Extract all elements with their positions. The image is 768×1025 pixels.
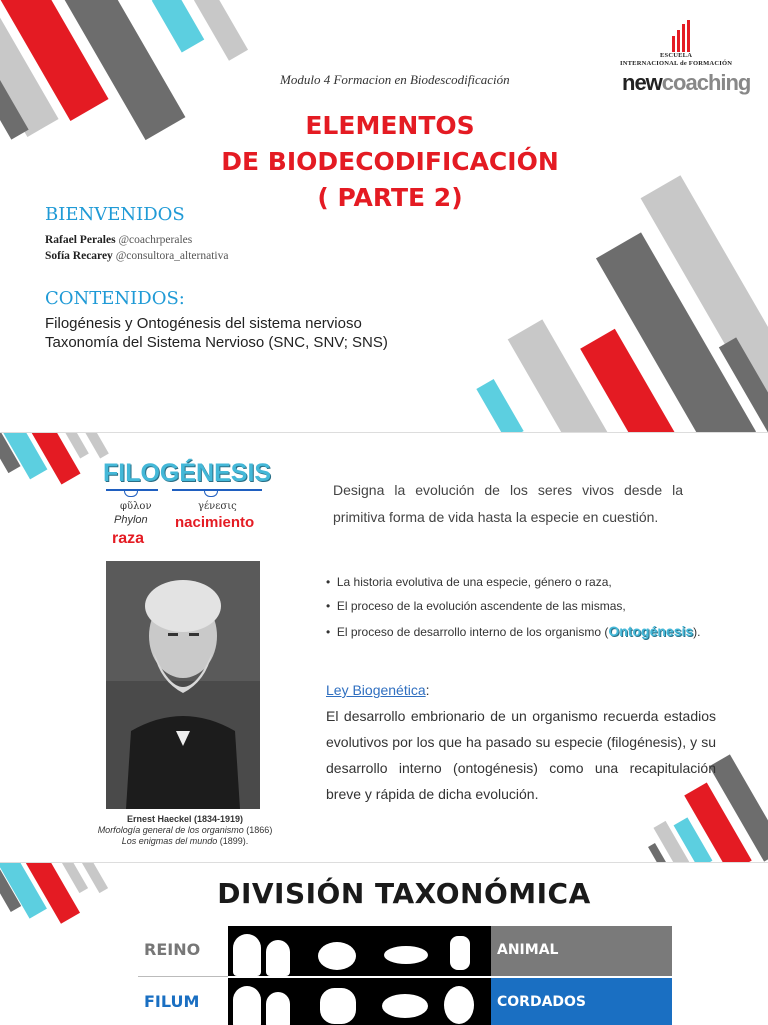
portrait-image bbox=[106, 561, 260, 809]
greek-phylon: φῦλον bbox=[120, 501, 152, 512]
contents-item: Filogénesis y Ontogénesis del sistema nervioso bbox=[45, 315, 362, 332]
human-silhouette-icon bbox=[266, 992, 290, 1025]
ley-biogenetica: Ley Biogenética: El desarrollo embrionario de un organismo recuerda estadios evolutivos por los que ha pasado su especie (filogénesis), y su desarrollo interno (ontogénesis) como una recapitulación breve y rápida de dicha evolución. bbox=[326, 677, 716, 807]
raza-label: raza bbox=[112, 530, 145, 547]
filogenesis-title: FILOGÉNESIS bbox=[103, 459, 272, 487]
bullet-item: • El proceso de la evolución ascendente de las mismas, bbox=[326, 599, 626, 613]
bird-icon bbox=[444, 986, 474, 1024]
row-value-cell: ANIMAL bbox=[491, 926, 672, 976]
fish-icon bbox=[382, 994, 428, 1018]
contents-heading: CONTENIDOS: bbox=[45, 288, 185, 309]
taxonomy-row-filum bbox=[138, 978, 672, 1025]
ley-biogenetica-link[interactable]: Ley Biogenética bbox=[326, 682, 426, 698]
contents-list bbox=[45, 314, 388, 352]
frog-icon bbox=[320, 988, 356, 1024]
bullet-list bbox=[326, 575, 746, 647]
people-list bbox=[45, 232, 228, 264]
human-silhouette-icon bbox=[266, 940, 290, 976]
shrimp-icon bbox=[384, 946, 428, 964]
contents-item: Taxonomía del Sistema Nervioso (SNC, SNV; SNS) bbox=[45, 334, 388, 351]
phylon-label: Phylon bbox=[114, 514, 148, 526]
slide-taxonomia bbox=[0, 862, 768, 1025]
taxonomy-title: DIVISIÓN TAXONÓMICA bbox=[217, 877, 591, 910]
slide-main-title: ELEMENTOS DE BIODECODIFICACIÓN ( PARTE 2) bbox=[221, 111, 559, 212]
decor-stripe bbox=[152, 0, 205, 52]
taxonomy-row-reino bbox=[138, 926, 672, 976]
haeckel-portrait bbox=[106, 561, 260, 809]
decor-stripe bbox=[85, 432, 109, 458]
person-line: Rafael Perales @coachrperales bbox=[45, 234, 193, 246]
taxonomy-table bbox=[0, 863, 768, 1025]
slide-filogenesis bbox=[0, 432, 768, 863]
person-line: Sofía Recarey @consultora_alternativa bbox=[45, 250, 229, 262]
decor-stripe bbox=[194, 0, 248, 61]
logo-bars-icon bbox=[672, 20, 692, 52]
snail-icon bbox=[318, 942, 356, 970]
bullet-item: • El proceso de desarrollo interno de los organismo (Ontogénesis). bbox=[326, 623, 701, 639]
ley-text: El desarrollo embrionario de un organismo recuerda estadios evolutivos por los que ha pasado su especie (filogénesis), y su desarrollo interno (ontogénesis) como una recapitulación breve y rápida de dicha evolución. bbox=[326, 708, 716, 802]
greek-genesis: γένεσις bbox=[198, 501, 237, 512]
ant-icon bbox=[450, 936, 470, 970]
human-silhouette-icon bbox=[233, 934, 261, 976]
portrait-caption: Ernest Haeckel (1834-1919) Morfología general de los organismo (1866) Los enigmas del mundo (1899). bbox=[97, 814, 273, 846]
row-value-cell: CORDADOS bbox=[491, 978, 672, 1025]
decor-stripe bbox=[476, 379, 523, 432]
module-subtitle: Modulo 4 Formacion en Biodescodificación bbox=[280, 72, 510, 87]
welcome-heading: BIENVENIDOS bbox=[45, 204, 185, 225]
definition-text: Designa la evolución de los seres vivos desde la primitiva forma de vida hasta la especie en cuestión. bbox=[333, 482, 683, 525]
row-label-cell: FILUM bbox=[138, 978, 228, 1025]
logo-school-text: ESCUELA INTERNACIONAL de FORMACIÓN bbox=[620, 52, 733, 67]
human-silhouette-icon bbox=[233, 986, 261, 1025]
slide-title bbox=[0, 0, 768, 432]
nacimiento-label: nacimiento bbox=[175, 514, 255, 531]
logo-newcoaching: newcoaching bbox=[622, 70, 751, 95]
row-label-cell: REINO bbox=[138, 926, 228, 977]
bullet-item: • La historia evolutiva de una especie, género o raza, bbox=[326, 575, 612, 589]
